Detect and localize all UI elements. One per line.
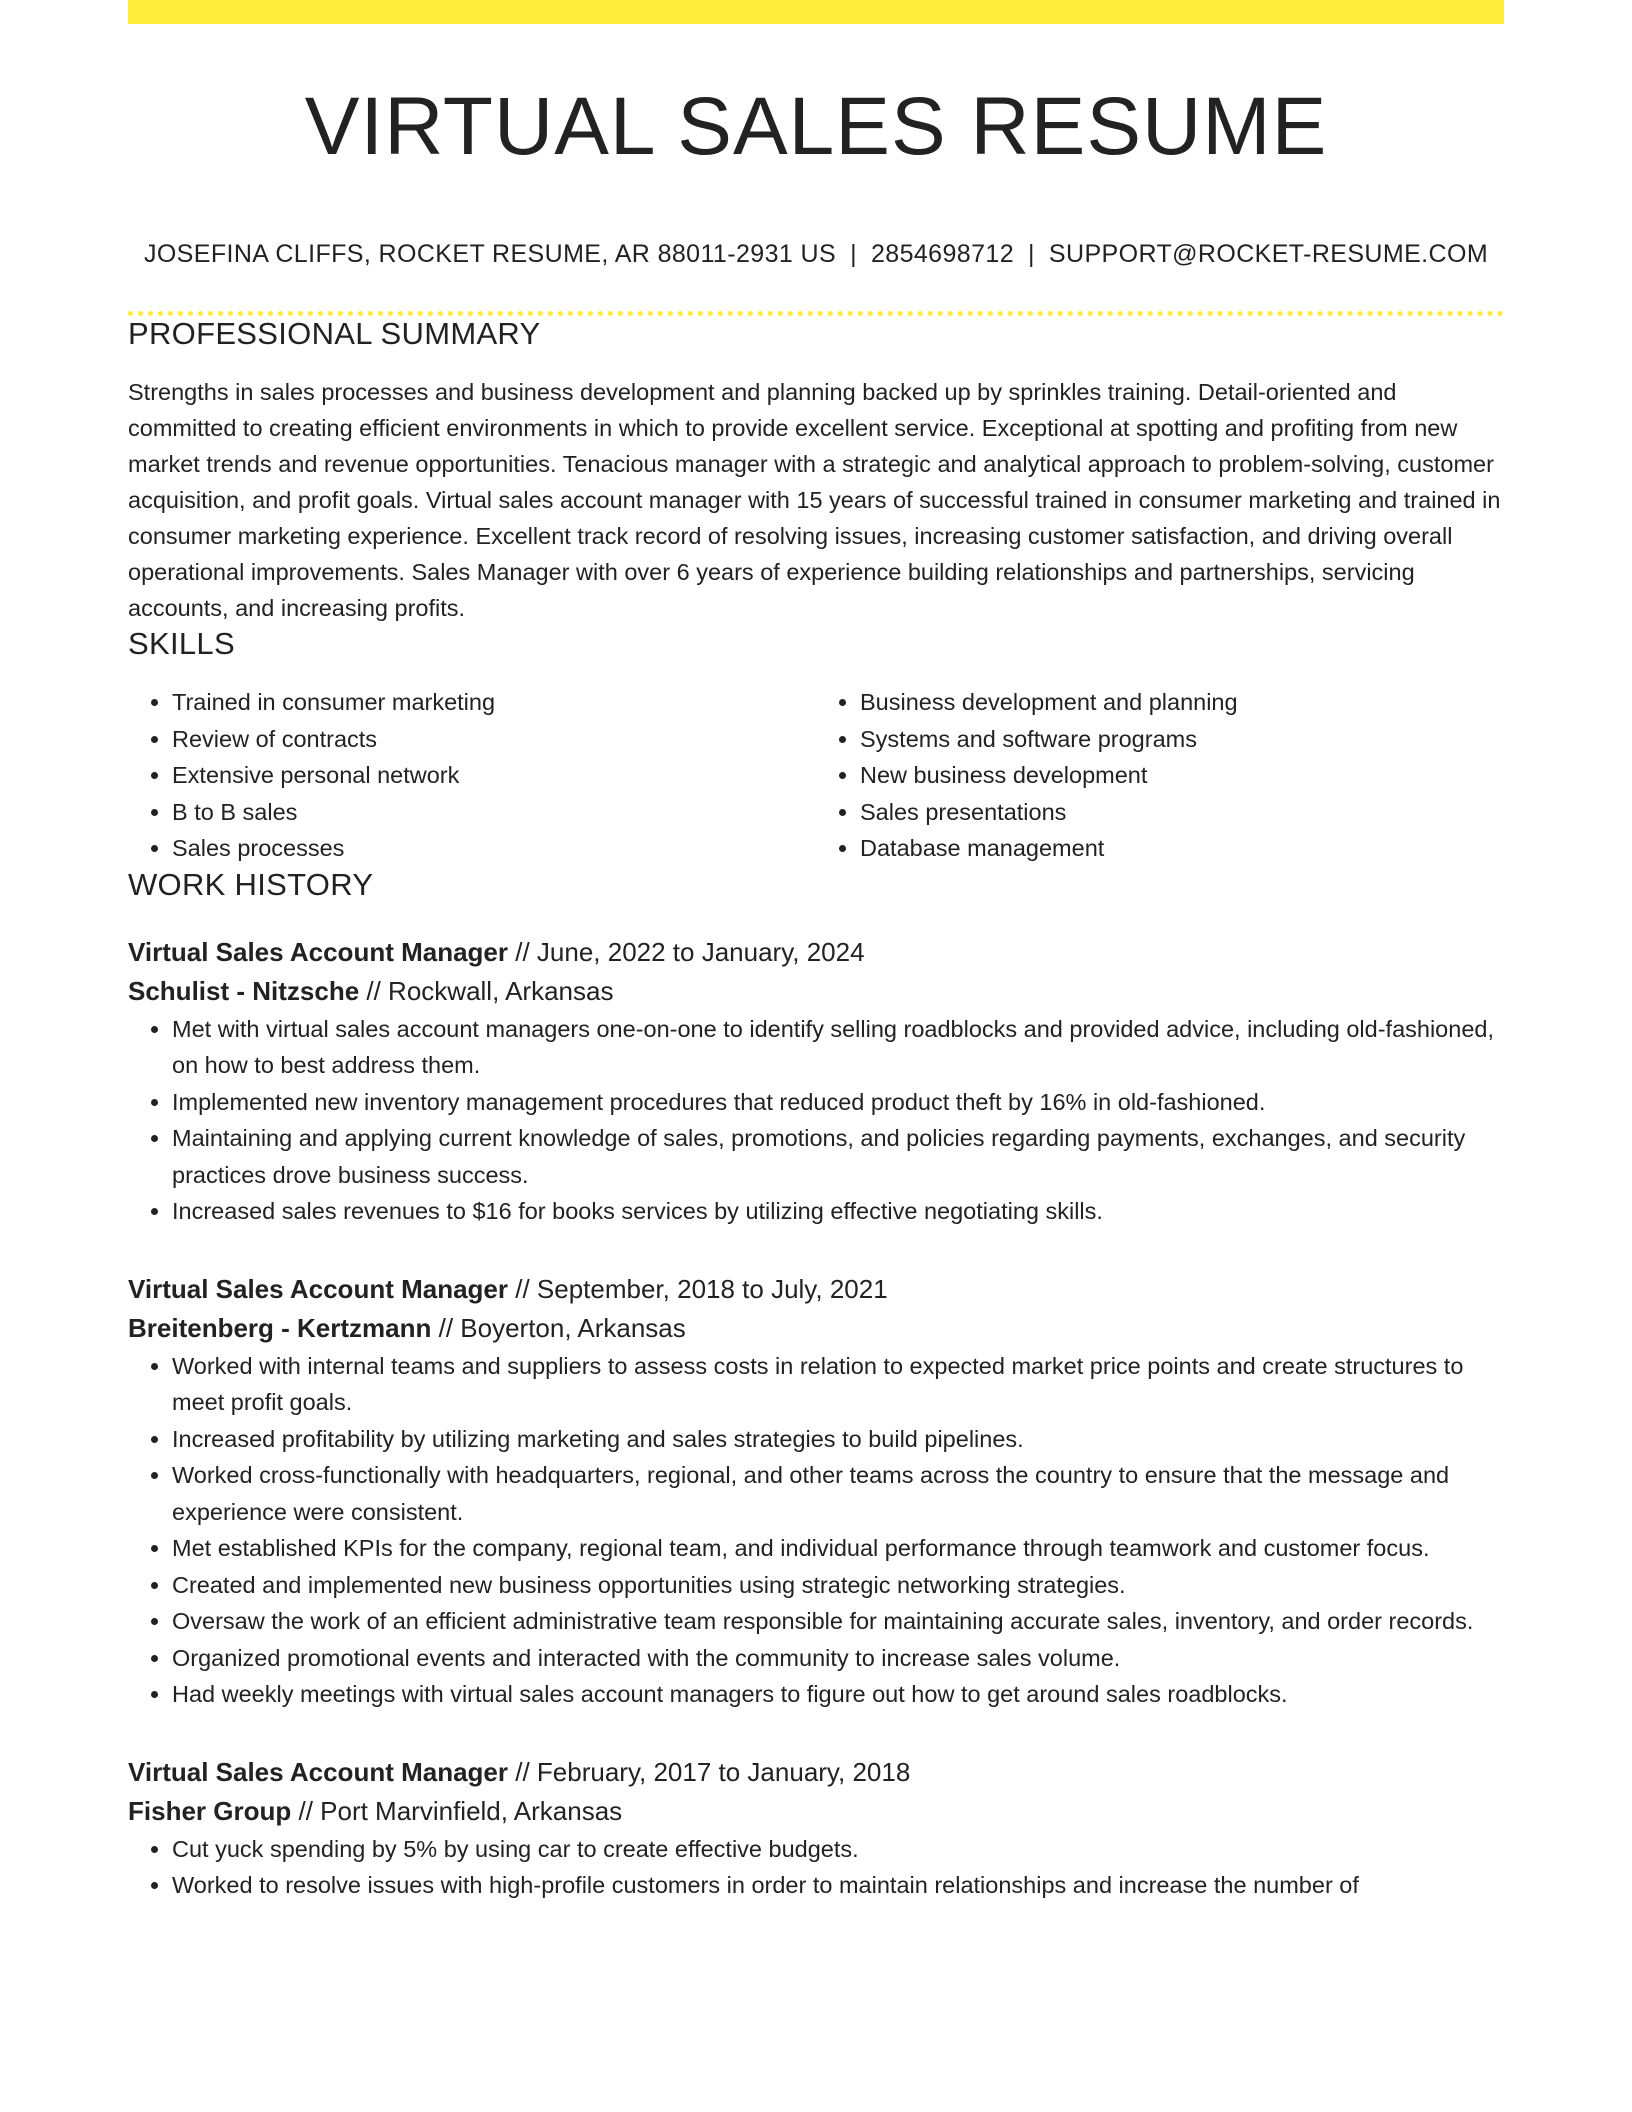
skill-item: • New business development	[860, 757, 1504, 794]
skills-column-right	[816, 684, 1504, 867]
summary-heading: PROFESSIONAL SUMMARY	[128, 316, 541, 352]
job-entry	[128, 1270, 1504, 1713]
top-accent-bar	[128, 0, 1504, 24]
job-company-line	[128, 1792, 1504, 1831]
job-dates: // February, 2017 to January, 2018	[508, 1756, 911, 1787]
job-dates: // September, 2018 to July, 2021	[508, 1273, 888, 1304]
job-bullets	[128, 1831, 1504, 1904]
job-dates: // June, 2022 to January, 2024	[508, 936, 865, 967]
skill-item: • Review of contracts	[172, 721, 816, 758]
job-bullet: • Implemented new inventory management procedures that reduced product theft by 16% in old-fashioned.	[172, 1084, 1504, 1121]
skill-item: • Extensive personal network	[172, 757, 816, 794]
job-bullets	[128, 1348, 1504, 1713]
contact-phone: 2854698712	[870, 240, 1015, 269]
skill-item: • B to B sales	[172, 794, 816, 831]
skills-heading: SKILLS	[128, 626, 235, 662]
job-title: Virtual Sales Account Manager	[128, 1756, 509, 1787]
skill-item: • Sales processes	[172, 830, 816, 867]
job-bullet: • Increased sales revenues to $16 for books services by utilizing effective negotiating skills.	[172, 1193, 1504, 1230]
skill-item: • Business development and planning	[860, 684, 1504, 721]
job-bullet: • Cut yuck spending by 5% by using car to create effective budgets.	[172, 1831, 1504, 1868]
work-history-heading: WORK HISTORY	[128, 866, 374, 902]
job-location: // Boyerton, Arkansas	[431, 1312, 686, 1343]
job-entry	[128, 933, 1504, 1230]
skills-column-left	[128, 684, 816, 867]
job-company: Fisher Group	[128, 1795, 292, 1826]
contact-address: JOSEFINA CLIFFS, ROCKET RESUME, AR 88011-2931 US	[143, 240, 837, 269]
job-company: Schulist - Nitzsche	[128, 975, 360, 1006]
job-title-line	[128, 1753, 1504, 1792]
contact-separator: |	[1028, 240, 1035, 269]
skill-item: • Trained in consumer marketing	[172, 684, 816, 721]
skill-item: • Database management	[860, 830, 1504, 867]
job-bullet: • Worked to resolve issues with high-profile customers in order to maintain relationships and increase the number of	[172, 1867, 1504, 1904]
job-title: Virtual Sales Account Manager	[128, 1273, 509, 1304]
job-location: // Port Marvinfield, Arkansas	[291, 1795, 623, 1826]
skills-list	[128, 684, 1504, 867]
job-location: // Rockwall, Arkansas	[359, 975, 614, 1006]
job-bullet: • Created and implemented new business opportunities using strategic networking strategies.	[172, 1567, 1504, 1604]
job-bullet: • Worked with internal teams and suppliers to assess costs in relation to expected market price points and create structures to meet profit goals.	[172, 1348, 1504, 1421]
job-bullet: • Worked cross-functionally with headquarters, regional, and other teams across the country to ensure that the message and experience were consistent.	[172, 1457, 1504, 1530]
job-company-line	[128, 972, 1504, 1011]
job-bullet: • Organized promotional events and interacted with the community to increase sales volume.	[172, 1640, 1504, 1677]
job-title-line	[128, 1270, 1504, 1309]
job-title: Virtual Sales Account Manager	[128, 936, 509, 967]
job-bullets	[128, 1011, 1504, 1230]
job-company: Breitenberg - Kertzmann	[128, 1312, 432, 1343]
job-bullet: • Increased profitability by utilizing marketing and sales strategies to build pipelines.	[172, 1421, 1504, 1458]
job-bullet: • Maintaining and applying current knowledge of sales, promotions, and policies regarding payments, exchanges, and security practices drove business success.	[172, 1120, 1504, 1193]
job-entry	[128, 1753, 1504, 1904]
summary-text: Strengths in sales processes and business development and planning backed up by sprinkles training. Detail-oriented and committed to creating efficient environments in which to provide excellent service. Exceptional at spotting and profiting from new market trends and revenue opportunities. Tenacious manager with a strategic and analytical approach to problem-solving, customer acquisition, and profit goals. Virtual sales account manager with 15 years of successful trained in consumer marketing and trained in consumer marketing experience. Excellent track record of resolving issues, increasing customer satisfaction, and driving overall operational improvements. Sales Manager with over 6 years of experience building relationships and partnerships, servicing accounts, and increasing profits.	[128, 379, 1501, 622]
job-bullet: • Oversaw the work of an efficient administrative team responsible for maintaining accurate sales, inventory, and order records.	[172, 1603, 1504, 1640]
job-bullet: • Met established KPIs for the company, regional team, and individual performance through teamwork and customer focus.	[172, 1530, 1504, 1567]
job-bullet: • Met with virtual sales account managers one-on-one to identify selling roadblocks and provided advice, including old-fashioned, on how to best address them.	[172, 1011, 1504, 1084]
resume-page	[128, 0, 1504, 1904]
contact-line	[128, 240, 1504, 269]
job-company-line	[128, 1309, 1504, 1348]
resume-title: VIRTUAL SALES RESUME	[304, 81, 1328, 172]
skill-item: • Systems and software programs	[860, 721, 1504, 758]
job-bullet: • Had weekly meetings with virtual sales account managers to figure out how to get around sales roadblocks.	[172, 1676, 1504, 1713]
contact-separator: |	[850, 240, 857, 269]
contact-email: SUPPORT@ROCKET-RESUME.COM	[1048, 240, 1489, 269]
job-title-line	[128, 933, 1504, 972]
skill-item: • Sales presentations	[860, 794, 1504, 831]
